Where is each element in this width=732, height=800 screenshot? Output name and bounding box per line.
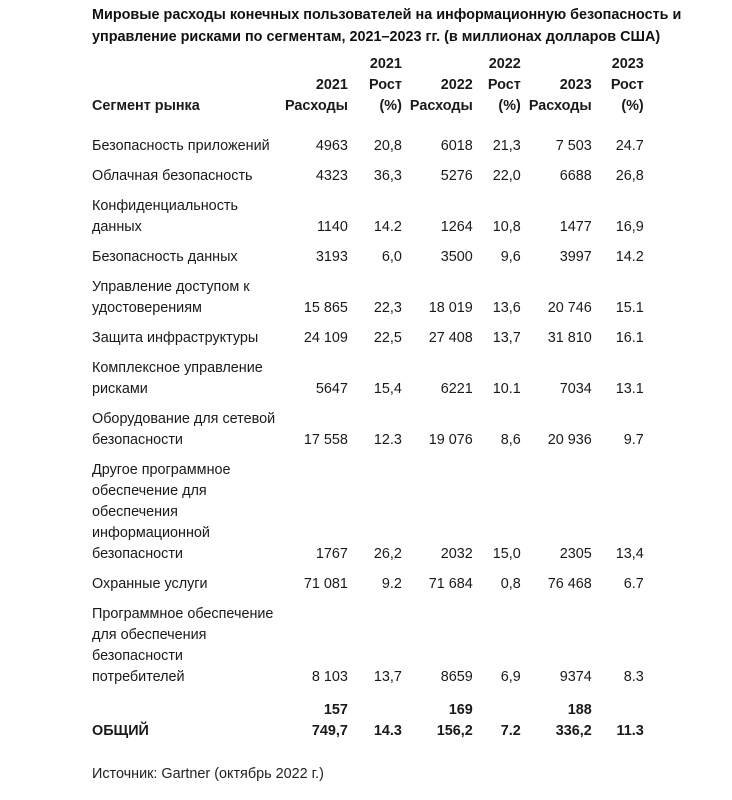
spend-2022: 18 019 <box>428 300 473 316</box>
growth-2023: 6.7 <box>623 576 644 592</box>
growth-2022: 13,7 <box>492 330 521 346</box>
header-line: 2022 <box>488 56 521 72</box>
spend-2022: 5276 <box>440 168 473 184</box>
spend-2021: 24 109 <box>303 330 348 346</box>
total-spend-2021: 157 749,7 <box>311 702 348 739</box>
growth-2022: 0,8 <box>500 576 521 592</box>
growth-2023: 8.3 <box>623 669 644 685</box>
header-line: 2021 <box>369 56 402 72</box>
spend-2023: 3997 <box>559 249 592 265</box>
spend-2022: 1264 <box>440 219 473 235</box>
table-row <box>88 400 648 451</box>
growth-2022: 10,8 <box>492 219 521 235</box>
header-line: 2021 <box>315 77 348 93</box>
growth-2021: 9.2 <box>381 576 402 592</box>
header-growth-2021 <box>352 54 406 127</box>
spend-2023: 9374 <box>559 669 592 685</box>
spend-2023: 20 936 <box>547 432 592 448</box>
total-growth-2023: 11.3 <box>616 723 644 739</box>
header-line: Рост <box>610 77 644 93</box>
header-line: (%) <box>621 98 644 114</box>
header-line: Рост <box>487 77 521 93</box>
spend-2023: 7 503 <box>555 138 592 154</box>
spend-2022: 3500 <box>440 249 473 265</box>
growth-2021: 14.2 <box>373 219 402 235</box>
total-row <box>88 688 648 742</box>
segment-name: Облачная безопасность <box>92 168 253 184</box>
growth-2022: 13,6 <box>492 300 521 316</box>
growth-2023: 24.7 <box>615 138 644 154</box>
growth-2023: 26,8 <box>615 168 644 184</box>
spend-2022: 2032 <box>440 546 473 562</box>
total-growth-2022: 7.2 <box>500 723 521 739</box>
spend-2022: 8659 <box>440 669 473 685</box>
table-row <box>88 187 648 238</box>
header-growth-2023 <box>596 54 648 127</box>
spend-2021: 5647 <box>315 381 348 397</box>
spend-2022: 71 684 <box>428 576 473 592</box>
segment-name: Защита инфраструктуры <box>92 330 259 346</box>
growth-2022: 22,0 <box>492 168 521 184</box>
table-row <box>88 349 648 400</box>
spend-2021: 4323 <box>315 168 348 184</box>
table-row <box>88 238 648 268</box>
header-growth-2022 <box>477 54 525 127</box>
spend-2023: 76 468 <box>547 576 592 592</box>
growth-2021: 36,3 <box>373 168 402 184</box>
spend-2021: 17 558 <box>303 432 348 448</box>
spend-2021: 1140 <box>316 219 348 235</box>
header-row <box>88 54 648 127</box>
spend-2023: 20 746 <box>547 300 592 316</box>
total-growth-2021: 14.3 <box>373 723 402 739</box>
header-line: Расходы <box>409 98 473 114</box>
growth-2021: 13,7 <box>373 669 402 685</box>
spend-2023: 31 810 <box>547 330 592 346</box>
table-row <box>88 319 648 349</box>
segment-name: Программное обеспечение для обеспечения безопасности потребителей <box>92 606 274 685</box>
segment-name: Конфиденциальность данных <box>92 198 238 235</box>
spend-2021: 3193 <box>315 249 348 265</box>
table-row <box>88 451 648 565</box>
growth-2021: 15,4 <box>373 381 402 397</box>
spend-2022: 19 076 <box>428 432 473 448</box>
growth-2023: 13,4 <box>615 546 644 562</box>
growth-2021: 20,8 <box>373 138 402 154</box>
table-row <box>88 595 648 688</box>
header-line: Рост <box>369 77 402 93</box>
spend-2023: 7034 <box>559 381 592 397</box>
spend-2021: 15 865 <box>303 300 348 316</box>
header-line: Расходы <box>528 98 592 114</box>
header-line: 2022 <box>440 77 473 93</box>
growth-2023: 9.7 <box>623 432 644 448</box>
growth-2021: 22,3 <box>373 300 402 316</box>
spend-2021: 4963 <box>315 138 348 154</box>
table-row <box>88 157 648 187</box>
spend-2021: 1767 <box>315 546 348 562</box>
spend-2023: 1477 <box>559 219 592 235</box>
spend-2022: 6221 <box>440 381 473 397</box>
header-spend-2022 <box>406 54 477 127</box>
growth-2022: 9,6 <box>500 249 521 265</box>
spend-2021: 8 103 <box>311 669 348 685</box>
table-row <box>88 565 648 595</box>
total-spend-2023: 188 336,2 <box>555 702 592 739</box>
growth-2022: 6,9 <box>500 669 521 685</box>
header-line: 2023 <box>611 56 644 72</box>
total-spend-2022: 169 156,2 <box>436 702 473 739</box>
segment-name: Управление доступом к удостоверениям <box>92 279 250 316</box>
segment-name: Безопасность приложений <box>92 138 270 154</box>
growth-2022: 8,6 <box>500 432 521 448</box>
spending-table <box>88 54 648 742</box>
growth-2021: 22,5 <box>373 330 402 346</box>
growth-2022: 21,3 <box>492 138 521 154</box>
segment-name: Другое программное обеспечение для обеспечения информационной безопасности <box>92 462 231 562</box>
growth-2023: 14.2 <box>615 249 644 265</box>
segment-name: Комплексное управление рисками <box>92 360 263 397</box>
growth-2023: 16.1 <box>615 330 644 346</box>
table-row <box>88 268 648 319</box>
growth-2021: 26,2 <box>373 546 402 562</box>
segment-name: Охранные услуги <box>92 576 208 592</box>
source-note: Источник: Gartner (октябрь 2022 г.) <box>92 766 324 782</box>
growth-2022: 15,0 <box>492 546 521 562</box>
spend-2023: 2305 <box>559 546 592 562</box>
total-label: ОБЩИЙ <box>92 723 149 739</box>
header-line: (%) <box>498 98 521 114</box>
spend-2021: 71 081 <box>303 576 348 592</box>
spend-2022: 27 408 <box>428 330 473 346</box>
growth-2022: 10.1 <box>492 381 521 397</box>
growth-2023: 15.1 <box>615 300 644 316</box>
growth-2023: 13.1 <box>615 381 644 397</box>
spend-2023: 6688 <box>559 168 592 184</box>
header-spend-2023 <box>525 54 596 127</box>
spend-2022: 6018 <box>440 138 473 154</box>
segment-name: Оборудование для сетевой безопасности <box>92 411 276 448</box>
segment-name: Безопасность данных <box>92 249 238 265</box>
growth-2023: 16,9 <box>615 219 644 235</box>
growth-2021: 12.3 <box>373 432 402 448</box>
header-line: 2023 <box>559 77 592 93</box>
table-row <box>88 127 648 157</box>
table-title: Мировые расходы конечных пользователей на информационную безопасность и управление рисками по сегментам, 2021–2023 гг. (в миллионах долларов США) <box>92 7 682 45</box>
header-line: Расходы <box>285 98 348 114</box>
header-segment: Сегмент рынка <box>92 98 200 114</box>
header-spend-2021 <box>281 54 352 127</box>
growth-2021: 6,0 <box>381 249 402 265</box>
header-line: (%) <box>379 98 402 114</box>
